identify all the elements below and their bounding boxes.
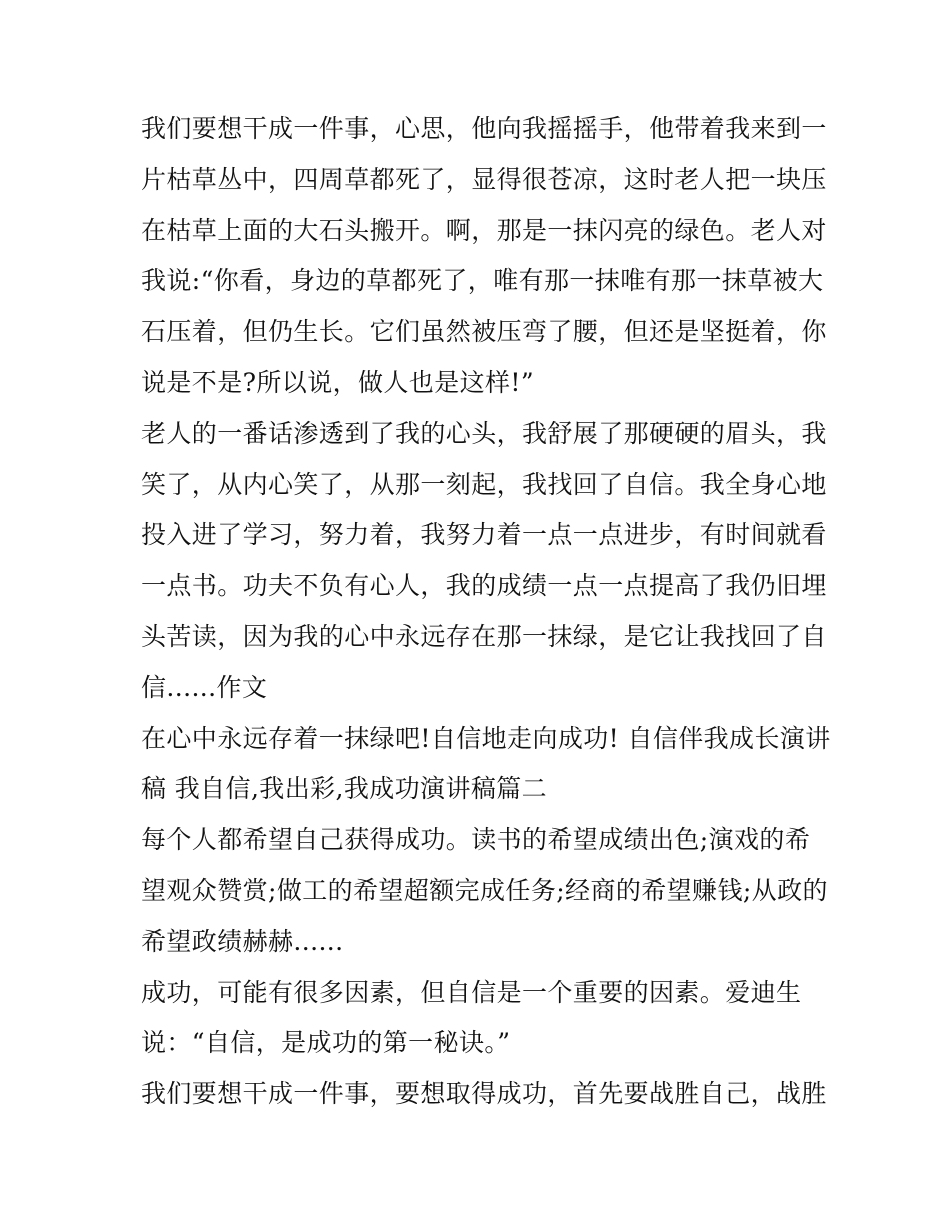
text-line: 我们要想干成一件事，要想取得成功，首先要战胜自己，战胜 [141, 1079, 827, 1109]
text-line: 石压着，但仍生长。它们虽然被压弯了腰，但还是坚挺着，你 [141, 317, 827, 347]
text-line: 一点书。功夫不负有心人，我的成绩一点一点提高了我仍旧埋 [141, 571, 827, 601]
text-line: 老人的一番话渗透到了我的心头，我舒展了那硬硬的眉头，我 [141, 418, 827, 448]
text-line: 希望政绩赫赫...... [141, 926, 344, 956]
text-line: 望观众赞赏;做工的希望超额完成任务;经商的希望赚钱;从政的 [141, 875, 828, 905]
text-line: 说是不是?所以说，做人也是这样!” [141, 367, 535, 397]
text-line: 每个人都希望自己获得成功。读书的希望成绩出色;演戏的希 [141, 825, 811, 855]
text-line: 在枯草上面的大石头搬开。啊，那是一抹闪亮的绿色。老人对 [141, 215, 827, 245]
text-line: 笑了，从内心笑了，从那一刻起，我找回了自信。我全身心地 [141, 469, 827, 499]
text-line: 在心中永远存着一抹绿吧!自信地走向成功! 自信伴我成长演讲 [141, 723, 831, 753]
text-line: 我们要想干成一件事，心思，他向我摇摇手，他带着我来到一 [141, 114, 827, 143]
text-line: 说：“自信，是成功的第一秘诀。” [141, 1028, 511, 1058]
text-line: 成功，可能有很多因素，但自信是一个重要的因素。爱迪生 [141, 977, 802, 1007]
text-line: 片枯草丛中，四周草都死了，显得很苍凉，这时老人把一块压 [141, 164, 827, 194]
text-line: 我说:“你看，身边的草都死了，唯有那一抹唯有那一抹草被大 [141, 266, 824, 296]
text-line: 投入进了学习，努力着，我努力着一点一点进步，有时间就看 [141, 520, 827, 550]
text-line: 信......作文 [141, 672, 268, 702]
text-line: 稿 我自信,我出彩,我成功演讲稿篇二 [141, 774, 548, 804]
text-line: 头苦读，因为我的心中永远存在那一抹绿，是它让我找回了自 [141, 621, 827, 651]
document-body [141, 104, 831, 1120]
